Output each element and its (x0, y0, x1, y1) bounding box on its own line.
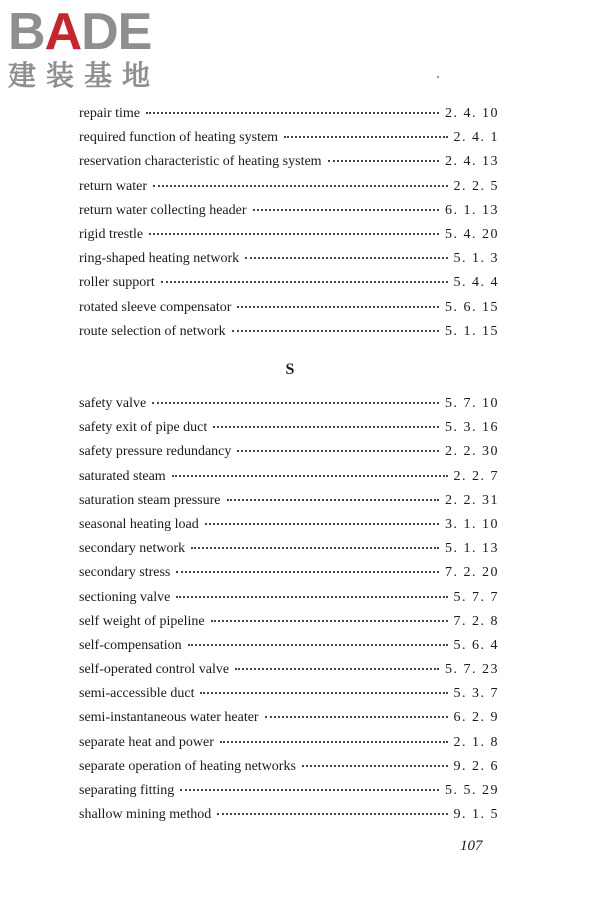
dot-leader (211, 620, 448, 622)
dot-leader (161, 281, 448, 283)
clause-ref: 5. 7. 7 (453, 589, 499, 605)
dot-leader (217, 813, 447, 815)
bade-logo (8, 3, 178, 92)
logo-wordmark: BADE (8, 3, 152, 61)
dot-leader (180, 789, 439, 791)
index-entry (79, 251, 499, 275)
index-term: self-operated control valve (79, 662, 230, 678)
index-entry (79, 517, 499, 541)
index-term: rigid trestle (79, 226, 144, 242)
clause-ref: 3. 1. 10 (445, 516, 499, 532)
index-entry (79, 807, 499, 831)
dot-leader (237, 450, 439, 452)
index-entry (79, 638, 499, 662)
index-entry (79, 179, 499, 203)
index-term: secondary network (79, 541, 186, 557)
clause-ref: 5. 1. 13 (445, 541, 499, 557)
dot-leader (302, 765, 448, 767)
index-term: required function of heating system (79, 130, 279, 146)
index-entry (79, 686, 499, 710)
clause-ref: 5. 3. 16 (445, 420, 499, 436)
dot-leader (152, 402, 439, 404)
clause-ref: 5. 7. 23 (445, 662, 499, 678)
clause-ref: 2. 4. 10 (445, 106, 499, 121)
index-term: secondary stress (79, 565, 171, 581)
index-term: sectioning valve (79, 589, 171, 605)
index-entry (79, 227, 499, 251)
dot-leader (245, 257, 447, 259)
clause-ref: 5. 6. 4 (453, 637, 499, 653)
index-entry (79, 469, 499, 493)
index-term: semi-instantaneous water heater (79, 710, 259, 726)
clause-ref: 2. 2. 7 (453, 468, 499, 484)
clause-ref: 2. 2. 5 (453, 178, 499, 194)
index-entry (79, 444, 499, 468)
clause-ref: 7. 2. 8 (453, 613, 499, 629)
dot-leader (237, 306, 439, 308)
index-entry (79, 203, 499, 227)
clause-ref: 5. 4. 4 (453, 275, 499, 291)
clause-ref: 5. 1. 3 (453, 251, 499, 267)
index-entry (79, 275, 499, 299)
index-term: return water collecting header (79, 202, 247, 218)
index-term: roller support (79, 275, 155, 291)
clause-ref: 2. 2. 31 (445, 492, 499, 508)
scan-speck (437, 76, 439, 78)
dot-leader (191, 547, 439, 549)
clause-ref: 2. 4. 1 (453, 130, 499, 146)
index-entry (79, 735, 499, 759)
dot-leader (235, 668, 439, 670)
index-term: route selection of network (79, 323, 226, 339)
dot-leader (205, 523, 439, 525)
index-term: shallow mining method (79, 807, 212, 823)
dot-leader (200, 692, 447, 694)
index-term: safety pressure redundancy (79, 444, 232, 460)
clause-ref: 6. 1. 13 (445, 202, 499, 218)
dot-leader (253, 209, 439, 211)
clause-ref: 9. 1. 5 (453, 807, 499, 823)
index-term: self weight of pipeline (79, 613, 205, 629)
clause-ref: 5. 6. 15 (445, 299, 499, 315)
clause-ref: 5. 5. 29 (445, 783, 499, 798)
index-entry (79, 565, 499, 589)
index-term: repair time (79, 106, 141, 121)
index-term: saturated steam (79, 468, 166, 484)
logo-chinese-text: 建装基地 (8, 59, 161, 92)
dot-leader (232, 330, 439, 332)
dot-leader (328, 160, 439, 162)
clause-ref: 5. 1. 15 (445, 323, 499, 339)
clause-ref: 2. 1. 8 (453, 734, 499, 750)
dot-leader (265, 716, 448, 718)
clause-ref: 5. 3. 7 (453, 686, 499, 702)
dot-leader (176, 571, 439, 573)
index-term: return water (79, 178, 148, 194)
index-term: safety valve (79, 396, 147, 411)
index-entry (79, 106, 499, 130)
section-letter-heading: S (285, 361, 295, 378)
clause-ref: 2. 4. 13 (445, 154, 499, 170)
dot-leader (172, 475, 448, 477)
index-entry (79, 130, 499, 154)
dot-leader (213, 426, 439, 428)
index-list-r (79, 106, 499, 348)
index-term: self-compensation (79, 637, 182, 653)
dot-leader (227, 499, 439, 501)
dot-leader (149, 233, 439, 235)
index-term: separating fitting (79, 783, 175, 798)
index-entry (79, 396, 499, 420)
index-term: safety exit of pipe duct (79, 420, 208, 436)
clause-ref: 9. 2. 6 (453, 758, 499, 774)
clause-ref: 5. 4. 20 (445, 226, 499, 242)
clause-ref: 2. 2. 30 (445, 444, 499, 460)
index-entry (79, 420, 499, 444)
dot-leader (146, 112, 439, 114)
clause-ref: 5. 7. 10 (445, 396, 499, 411)
index-entry (79, 590, 499, 614)
dot-leader (153, 185, 447, 187)
index-term: seasonal heating load (79, 516, 199, 532)
logo-accent-letter: A (44, 3, 82, 61)
index-term: reservation characteristic of heating system (79, 154, 322, 170)
index-term: semi-accessible duct (79, 686, 195, 702)
index-term: separate heat and power (79, 734, 214, 750)
index-entry (79, 154, 499, 178)
index-term: saturation steam pressure (79, 492, 221, 508)
index-entry (79, 783, 499, 807)
clause-ref: 7. 2. 20 (445, 565, 499, 581)
index-entry (79, 614, 499, 638)
dot-leader (284, 136, 447, 138)
clause-ref: 6. 2. 9 (453, 710, 499, 726)
index-entry (79, 300, 499, 324)
index-entry (79, 662, 499, 686)
index-term: rotated sleeve compensator (79, 299, 232, 315)
dot-leader (188, 644, 448, 646)
index-entry (79, 710, 499, 734)
index-entry (79, 759, 499, 783)
index-entry (79, 324, 499, 348)
page-number: 107 (460, 838, 483, 854)
index-entry (79, 493, 499, 517)
index-list-s (79, 396, 499, 831)
index-term: separate operation of heating networks (79, 758, 296, 774)
dot-leader (176, 596, 447, 598)
index-term: ring-shaped heating network (79, 251, 240, 267)
index-entry (79, 541, 499, 565)
dot-leader (220, 741, 448, 743)
